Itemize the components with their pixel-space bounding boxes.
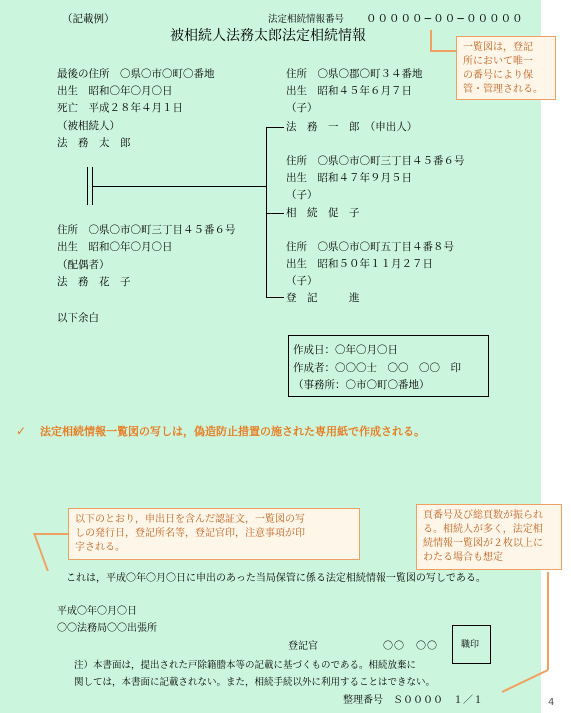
official-seal-box (452, 625, 491, 664)
child1-address: 住所 〇県〇郡〇町３４番地 (286, 68, 423, 80)
remainder-label: 以下余白 (57, 312, 99, 324)
child3-name: 登 記 進 (286, 292, 360, 304)
marriage-line-left (87, 167, 88, 205)
page-title: 被相続人法務太郎法定相続情報 (170, 28, 366, 44)
child3-role: （子） (286, 275, 318, 287)
callout-mid (68, 508, 360, 560)
creation-creator: 作成者：〇〇〇士 〇〇 〇〇 印 (293, 362, 461, 374)
spouse-role: （配偶者） (57, 259, 110, 271)
callout-right-line-2: る。相続人が多く，法定相 (423, 524, 543, 535)
callout-top (456, 36, 556, 100)
child3-branch (266, 297, 284, 298)
callout-top-line-1: 一覧図は，登記 (463, 42, 533, 53)
child2-address: 住所 〇県〇市〇町三丁目４５番６号 (286, 155, 465, 167)
check-icon: ✓ (16, 424, 27, 438)
callout-top-line-2: 所において唯一 (463, 56, 533, 67)
spouse-birth: 出生 昭和〇年〇月〇日 (57, 241, 173, 253)
page-number: 4 (548, 697, 555, 708)
callout-mid-line-1: 以下のとおり，申出日を含んだ認証文，一覧図の写 (75, 514, 305, 525)
callout-mid-line-3: 字される。 (75, 542, 125, 553)
spouse-address: 住所 〇県〇市〇町三丁目４５番６号 (57, 224, 236, 236)
child1-birth: 出生 昭和４５年６月７日 (286, 85, 412, 97)
creation-box (288, 335, 489, 397)
example-label: （記載例） (62, 13, 115, 25)
creation-date: 作成日：〇年〇月〇日 (293, 344, 398, 356)
deceased-address: 最後の住所 〇県〇市〇町〇番地 (57, 68, 215, 80)
child2-branch (266, 213, 284, 214)
callout-mid-line-2: しの発行日，登記所名等，登記官印，注意事項が印 (75, 528, 305, 539)
child2-role: （子） (286, 189, 318, 201)
note-line-1: 注）本書面は，提出された戸除籍謄本等の記載に基づくものである。相続放棄に (74, 660, 417, 671)
callout-right (416, 504, 562, 570)
callout-top-line-3: の番号により保 (463, 70, 533, 81)
spouse-name: 法 務 花 子 (57, 276, 131, 288)
cert-number: ０００００−００−０００００ (366, 13, 524, 25)
callout-right-line-4: わたる場合も想定 (423, 552, 503, 563)
child2-name: 相 続 促 子 (286, 207, 360, 219)
child3-address: 住所 〇県〇市〇町五丁目４番８号 (286, 241, 454, 253)
cert-number-label: 法定相続情報番号 (268, 14, 345, 25)
issue-date: 平成〇年〇月〇日 (57, 606, 137, 617)
official-seal: 職印 (461, 640, 480, 650)
child3-birth: 出生 昭和５０年１１月２７日 (286, 258, 433, 270)
deceased-name: 法 務 太 郎 (57, 137, 131, 149)
child1-name: 法 務 一 郎 （申出人） (286, 121, 418, 133)
deceased-birth: 出生 昭和〇年〇月〇日 (57, 85, 173, 97)
issuing-office: 〇〇法務局〇〇出張所 (57, 623, 157, 634)
callout-right-line-1: 頁番号及び総頁数が振られ (423, 510, 543, 521)
child1-branch (266, 127, 284, 128)
callout-right-line-3: 続情報一覧図が２枚以上に (423, 538, 543, 549)
certification-statement: これは，平成〇年〇月〇日に申出のあった当局保管に係る法定相続情報一覧図の写しである。 (66, 573, 486, 584)
note-line-2: 関しては，本書面に記載されない。また，相続手続以外に利用することはできない。 (74, 677, 436, 688)
callout-right-leader (490, 570, 560, 695)
creation-office: （事務所：〇市〇町〇番地） (293, 379, 430, 391)
registrar-label: 登記官 (288, 641, 318, 652)
child1-role: （子） (286, 102, 318, 114)
family-connector (93, 186, 266, 187)
deceased-death: 死亡 平成２８年４月１日 (57, 102, 183, 114)
callout-top-leader (430, 30, 458, 52)
notice-text: 法定相続情報一覧図の写しは，偽造防止措置の施された専用紙で作成される。 (40, 425, 425, 438)
callout-top-line-4: 管・管理される。 (463, 84, 543, 95)
deceased-role: （被相続人） (57, 120, 120, 132)
serial-number: 整理番号 Ｓ００００ １／１ (343, 695, 483, 706)
child2-birth: 出生 昭和４７年９月５日 (286, 172, 412, 184)
registrar-name: 〇〇 〇〇 (383, 641, 438, 652)
